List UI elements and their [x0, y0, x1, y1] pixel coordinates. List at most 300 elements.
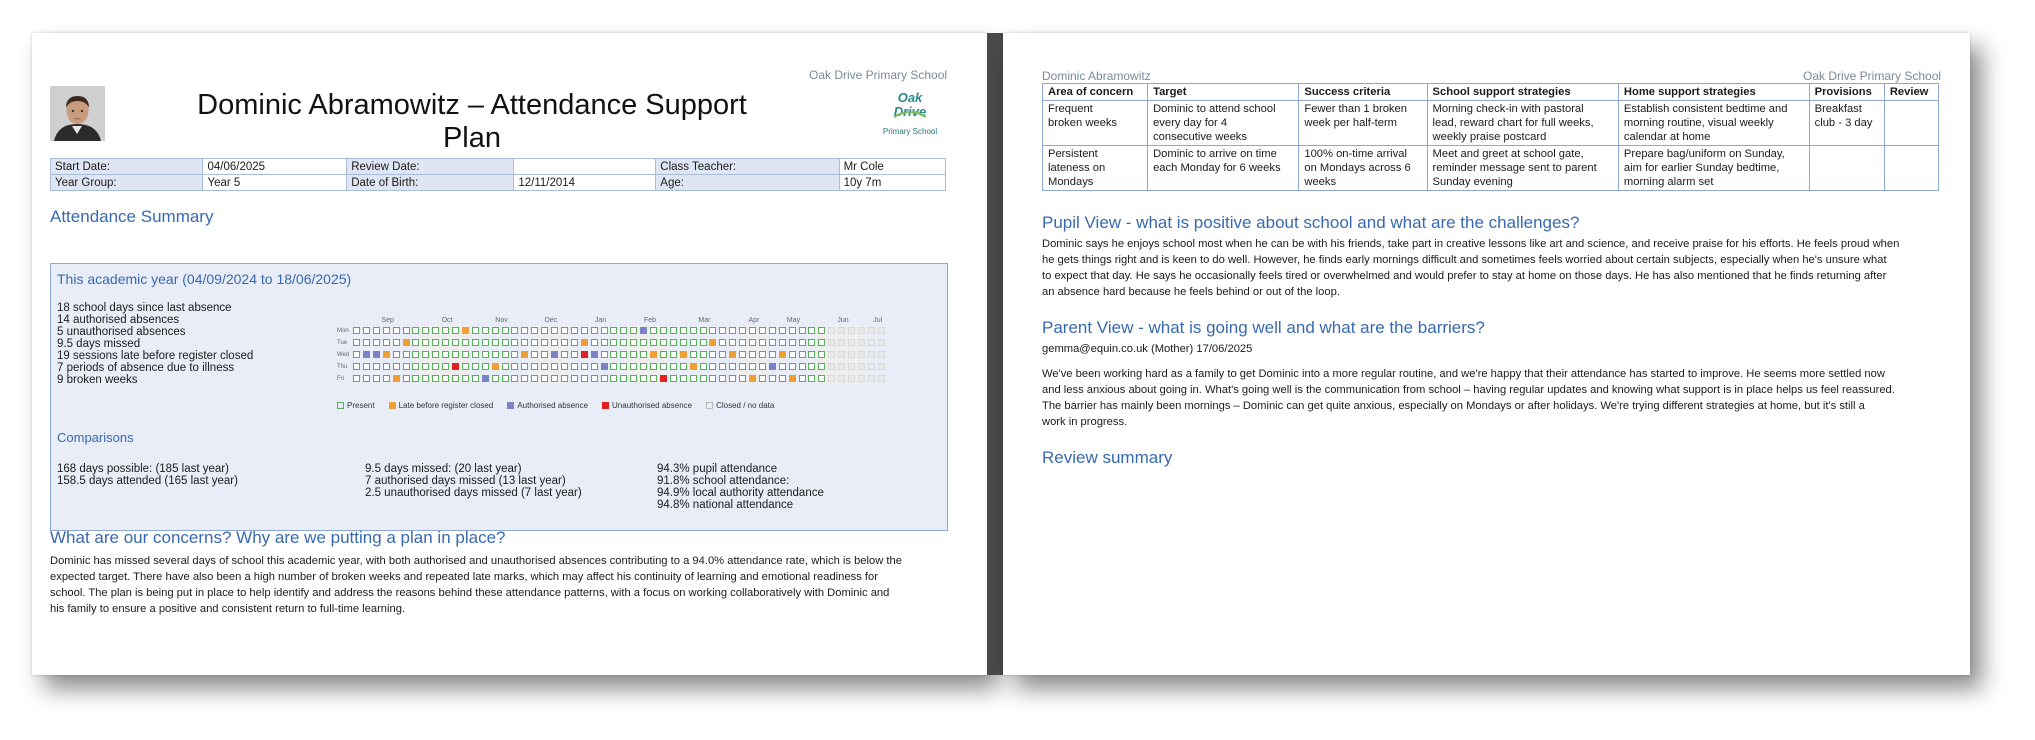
calendar-day-cell [700, 339, 707, 346]
calendar-day-cell [789, 363, 796, 370]
calendar-day-cell [759, 339, 766, 346]
calendar-day-cell [620, 327, 627, 334]
calendar-day-cell [373, 375, 380, 382]
calendar-day-cell [789, 375, 796, 382]
calendar-day-cell [601, 339, 608, 346]
plan-cell-line: Morning check-in with pastoral [1432, 103, 1584, 115]
plan-cell-line: Sunday evening [1432, 176, 1513, 188]
pupil-view-paragraph [1042, 236, 1899, 300]
calendar-day-cell [680, 375, 687, 382]
calendar-day-cell [799, 375, 806, 382]
calendar-month-label: Jul [873, 317, 883, 324]
calendar-day-cell [838, 327, 845, 334]
calendar-day-cell [818, 363, 825, 370]
calendar-day-cell [393, 375, 400, 382]
school-logo [880, 91, 940, 139]
calendar-day-cell [472, 363, 479, 370]
document-page-2 [1003, 33, 1970, 675]
calendar-day-cell [383, 327, 390, 334]
calendar-day-cell [828, 339, 835, 346]
calendar-day-cell [521, 375, 528, 382]
calendar-day-cell [789, 339, 796, 346]
calendar-day-cell [432, 327, 439, 334]
calendar-day-cell [660, 327, 667, 334]
plan-cell [1148, 101, 1299, 146]
calendar-day-cell [502, 339, 509, 346]
plan-cell-line: 100% on-time arrival [1304, 148, 1407, 160]
calendar-day-cell [432, 339, 439, 346]
calendar-day-cell [779, 327, 786, 334]
calendar-day-cell [601, 327, 608, 334]
calendar-day-cell [799, 327, 806, 334]
calendar-day-cell [700, 363, 707, 370]
calendar-day-cell [551, 351, 558, 358]
calendar-day-cell [650, 375, 657, 382]
calendar-day-cell [422, 327, 429, 334]
calendar-day-cell [719, 363, 726, 370]
calendar-day-cell [442, 351, 449, 358]
legend-swatch [602, 402, 609, 409]
calendar-day-cell [452, 375, 459, 382]
calendar-day-cell [383, 339, 390, 346]
plan-header: Success criteria [1299, 84, 1427, 101]
calendar-day-cell [749, 327, 756, 334]
calendar-day-cell [719, 351, 726, 358]
plan-cell [1299, 101, 1427, 146]
calendar-day-cell [462, 363, 469, 370]
calendar-day-cell [610, 327, 617, 334]
plan-cell-line: lead, reward chart for full weeks, [1432, 117, 1594, 129]
parent-view-line: The barrier has mainly been mornings – Dominic can get quite anxious, especially on Mondays or after holidays. We're trying different strategies at home, but it's still a [1042, 400, 1865, 412]
calendar-day-cell [363, 375, 370, 382]
calendar-day-cell [551, 327, 558, 334]
calendar-day-cell [729, 339, 736, 346]
plan-cell-line: Frequent [1048, 103, 1093, 115]
calendar-day-cell [640, 351, 647, 358]
document-page-1 [32, 33, 987, 675]
calendar-day-cell [739, 363, 746, 370]
calendar-day-cell [442, 375, 449, 382]
calendar-day-cell [818, 327, 825, 334]
pupil-view-line: he gets things right and is keen to do well. However, he finds early mornings difficult and sometimes feels worried about certain subjects, especially when he's unsure what [1042, 254, 1887, 266]
plan-header: Area of concern [1043, 84, 1148, 101]
calendar-day-cell [373, 351, 380, 358]
legend-swatch [337, 402, 344, 409]
stat-line: 7 periods of absence due to illness [57, 362, 235, 374]
calendar-day-cell [610, 351, 617, 358]
calendar-day-cell [680, 339, 687, 346]
pupil-name-header: Dominic Abramowitz [1042, 69, 1151, 83]
stat-line: 5 unauthorised absences [57, 326, 186, 338]
plan-cell [1299, 146, 1427, 191]
parent-view-line: work in progress. [1042, 416, 1128, 428]
calendar-day-cell [729, 327, 736, 334]
calendar-month-label: Sep [381, 317, 394, 324]
comparison-line: 9.5 days missed: (20 last year) [365, 463, 522, 475]
comparison-line: 94.8% national attendance [657, 499, 794, 511]
calendar-day-cell [799, 363, 806, 370]
calendar-day-cell [482, 339, 489, 346]
calendar-day-cell [502, 327, 509, 334]
calendar-day-cell [581, 327, 588, 334]
calendar-day-cell [759, 375, 766, 382]
calendar-day-cell [620, 363, 627, 370]
calendar-day-cell [690, 363, 697, 370]
calendar-day-cell [878, 375, 885, 382]
calendar-day-cell [868, 363, 875, 370]
calendar-day-cell [670, 327, 677, 334]
calendar-day-cell [531, 339, 538, 346]
calendar-day-cell [759, 327, 766, 334]
calendar-day-cell [660, 351, 667, 358]
calendar-day-cell [670, 351, 677, 358]
stat-line: 9.5 days missed [57, 338, 141, 350]
calendar-day-cell [739, 375, 746, 382]
calendar-day-cell [422, 339, 429, 346]
plan-cell-line: lateness on [1048, 162, 1106, 174]
calendar-day-label: Wed [337, 352, 350, 358]
calendar-day-cell [848, 375, 855, 382]
calendar-day-cell [690, 351, 697, 358]
comparison-line: 94.9% local authority attendance [657, 487, 824, 499]
plan-cell [1618, 146, 1809, 191]
concerns-heading: What are our concerns? Why are we putting a plan in place? [50, 528, 506, 547]
calendar-day-cell [452, 351, 459, 358]
info-value: 10y 7m [839, 175, 945, 191]
plan-cell [1043, 101, 1148, 146]
calendar-day-cell [551, 375, 558, 382]
calendar-day-cell [383, 351, 390, 358]
attendance-summary-heading: Attendance Summary [50, 207, 214, 226]
calendar-day-cell [442, 363, 449, 370]
calendar-day-cell [848, 327, 855, 334]
calendar-day-cell [630, 363, 637, 370]
calendar-day-cell [808, 363, 815, 370]
legend-label: Unauthorised absence [612, 401, 693, 410]
info-label: Date of Birth: [347, 175, 514, 191]
calendar-day-cell [472, 339, 479, 346]
calendar-day-cell [571, 339, 578, 346]
calendar-day-cell [808, 375, 815, 382]
pupil-view-heading: Pupil View - what is positive about school and what are the challenges? [1042, 213, 1580, 232]
calendar-day-cell [640, 339, 647, 346]
calendar-day-cell [719, 327, 726, 334]
calendar-day-cell [403, 363, 410, 370]
calendar-day-cell [393, 351, 400, 358]
calendar-day-cell [452, 327, 459, 334]
calendar-day-cell [432, 375, 439, 382]
attendance-summary-box [50, 263, 948, 531]
calendar-day-cell [363, 339, 370, 346]
calendar-day-cell [630, 327, 637, 334]
calendar-day-cell [492, 375, 499, 382]
stat-line: 14 authorised absences [57, 314, 180, 326]
calendar-day-cell [858, 363, 865, 370]
calendar-day-cell [452, 339, 459, 346]
plan-cell [1427, 101, 1618, 146]
pupil-photo-image [50, 86, 105, 141]
calendar-day-cell [709, 351, 716, 358]
calendar-day-cell [541, 375, 548, 382]
calendar-day-cell [482, 363, 489, 370]
calendar-day-cell [502, 375, 509, 382]
calendar-day-cell [749, 351, 756, 358]
calendar-day-cell [878, 327, 885, 334]
calendar-day-cell [353, 375, 360, 382]
calendar-day-cell [690, 375, 697, 382]
calendar-day-cell [838, 363, 845, 370]
calendar-day-cell [521, 351, 528, 358]
calendar-day-cell [759, 363, 766, 370]
calendar-day-cell [700, 327, 707, 334]
calendar-day-cell [363, 363, 370, 370]
review-summary-heading: Review summary [1042, 448, 1173, 467]
comparison-line: 158.5 days attended (165 last year) [57, 475, 238, 487]
calendar-day-cell [640, 375, 647, 382]
pupil-view-line: an absence hard because he feels behind or out of the loop. [1042, 286, 1340, 298]
plan-cell-line: broken weeks [1048, 117, 1118, 129]
calendar-day-cell [739, 327, 746, 334]
calendar-day-cell [858, 375, 865, 382]
plan-header: Provisions [1809, 84, 1884, 101]
calendar-day-cell [739, 351, 746, 358]
calendar-day-cell [551, 363, 558, 370]
calendar-month-label: Nov [495, 317, 508, 324]
legend-swatch [706, 402, 713, 409]
school-name-header: Oak Drive Primary School [809, 68, 948, 82]
calendar-day-cell [818, 351, 825, 358]
calendar-day-cell [462, 327, 469, 334]
calendar-day-cell [868, 327, 875, 334]
pupil-info-table [50, 158, 946, 191]
calendar-day-cell [511, 375, 518, 382]
calendar-day-cell [353, 363, 360, 370]
calendar-day-cell [571, 351, 578, 358]
calendar-day-cell [541, 327, 548, 334]
concerns-line: his family to ensure a positive and consistent return to full-time learning. [50, 603, 406, 615]
parent-view-line: and less anxious about going in. What's going well is the communication from school – having regular updates and knowing what support is in place helps us feel reassured. [1042, 384, 1895, 396]
calendar-day-cell [363, 351, 370, 358]
calendar-day-cell [660, 339, 667, 346]
plan-header: Home support strategies [1618, 84, 1809, 101]
calendar-day-cell [878, 363, 885, 370]
calendar-day-cell [591, 363, 598, 370]
plan-cell-line: week per half-term [1304, 117, 1398, 129]
calendar-day-cell [393, 363, 400, 370]
calendar-day-cell [719, 375, 726, 382]
calendar-month-label: May [786, 317, 801, 324]
calendar-day-cell [521, 339, 528, 346]
calendar-day-cell [383, 363, 390, 370]
calendar-day-cell [511, 339, 518, 346]
calendar-day-cell [650, 339, 657, 346]
calendar-day-cell [818, 375, 825, 382]
calendar-day-cell [749, 339, 756, 346]
plan-cell-line: Fewer than 1 broken [1304, 103, 1407, 115]
calendar-day-cell [680, 363, 687, 370]
calendar-day-cell [878, 351, 885, 358]
calendar-day-cell [521, 327, 528, 334]
calendar-day-label: Mon [337, 328, 349, 334]
calendar-day-cell [601, 363, 608, 370]
comparison-line: 7 authorised days missed (13 last year) [365, 475, 566, 487]
calendar-day-cell [789, 327, 796, 334]
plan-cell [1148, 146, 1299, 191]
plan-row [1043, 146, 1939, 191]
plan-cell-line: Persistent [1048, 148, 1098, 160]
plan-cell-line: morning alarm set [1623, 176, 1714, 188]
stat-line: 9 broken weeks [57, 374, 138, 386]
info-row [51, 175, 946, 191]
comparisons-heading: Comparisons [57, 430, 134, 445]
legend-swatch [389, 402, 396, 409]
plan-cell [1809, 146, 1884, 191]
concerns-paragraph [50, 553, 902, 617]
calendar-day-cell [591, 327, 598, 334]
calendar-day-cell [393, 327, 400, 334]
calendar-day-cell [541, 339, 548, 346]
calendar-day-cell [422, 351, 429, 358]
calendar-day-cell [620, 375, 627, 382]
plan-cell-line: Breakfast [1814, 103, 1862, 115]
legend-item [706, 401, 774, 410]
plan-cell-line: aim for earlier Sunday bedtime, [1623, 162, 1780, 174]
calendar-day-cell [561, 327, 568, 334]
calendar-day-cell [700, 351, 707, 358]
calendar-day-cell [868, 339, 875, 346]
calendar-day-cell [601, 375, 608, 382]
calendar-day-cell [551, 339, 558, 346]
calendar-day-cell [472, 327, 479, 334]
calendar-day-cell [719, 339, 726, 346]
calendar-day-cell [620, 351, 627, 358]
calendar-day-cell [472, 375, 479, 382]
calendar-day-cell [482, 327, 489, 334]
stat-line: 19 sessions late before register closed [57, 350, 254, 362]
calendar-day-cell [680, 351, 687, 358]
legend-swatch [507, 402, 514, 409]
calendar-day-cell [759, 351, 766, 358]
calendar-day-cell [571, 327, 578, 334]
logo-line-2: Primary School [882, 127, 938, 136]
legend-label: Present [347, 401, 375, 410]
calendar-day-cell [531, 363, 538, 370]
plan-header: Target [1148, 84, 1299, 101]
calendar-day-cell [848, 363, 855, 370]
attendance-calendar [337, 317, 917, 413]
info-label: Start Date: [51, 159, 203, 175]
calendar-day-cell [403, 375, 410, 382]
academic-year-label: This academic year (04/09/2024 to 18/06/2025) [57, 271, 352, 287]
calendar-day-cell [670, 363, 677, 370]
plan-cell-line: weekly praise postcard [1432, 131, 1547, 143]
plan-cell-line: morning routine, visual weekly [1623, 117, 1774, 129]
calendar-day-cell [630, 339, 637, 346]
calendar-day-cell [462, 351, 469, 358]
calendar-day-cell [353, 327, 360, 334]
parent-view-heading: Parent View - what is going well and what are the barriers? [1042, 318, 1485, 337]
calendar-day-cell [531, 327, 538, 334]
info-value: Mr Cole [839, 159, 945, 175]
plan-cell [1043, 146, 1148, 191]
calendar-day-cell [502, 351, 509, 358]
plan-cell-line: on Mondays across 6 [1304, 162, 1411, 174]
calendar-day-cell [828, 351, 835, 358]
calendar-day-cell [403, 351, 410, 358]
plan-cell-line: Establish consistent bedtime and [1623, 103, 1788, 115]
calendar-day-cell [799, 339, 806, 346]
calendar-day-cell [769, 327, 776, 334]
calendar-day-cell [858, 339, 865, 346]
school-name-header: Oak Drive Primary School [1803, 69, 1942, 83]
calendar-day-cell [462, 375, 469, 382]
calendar-day-cell [403, 327, 410, 334]
calendar-day-cell [709, 339, 716, 346]
calendar-day-cell [353, 339, 360, 346]
calendar-day-cell [858, 327, 865, 334]
calendar-month-label: Apr [748, 317, 760, 324]
calendar-day-cell [808, 351, 815, 358]
calendar-day-cell [601, 351, 608, 358]
calendar-day-cell [591, 375, 598, 382]
calendar-day-cell [670, 339, 677, 346]
calendar-day-cell [808, 327, 815, 334]
pupil-view-line: Dominic says he enjoys school most when he can be with his friends, take part in creative lessons like art and science, and receive praise for his efforts. He feels proud when [1042, 238, 1900, 250]
calendar-day-cell [561, 363, 568, 370]
calendar-day-cell [789, 351, 796, 358]
plan-cell [1427, 146, 1618, 191]
plan-cell-line: Dominic to attend school [1153, 103, 1276, 115]
plan-cell [1884, 101, 1938, 146]
plan-header: School support strategies [1427, 84, 1618, 101]
plan-cell-line: club - 3 day [1814, 117, 1873, 129]
calendar-day-cell [610, 375, 617, 382]
calendar-day-cell [581, 339, 588, 346]
calendar-day-cell [412, 339, 419, 346]
calendar-day-cell [630, 351, 637, 358]
calendar-day-cell [482, 375, 489, 382]
plan-cell-line: every day for 4 [1153, 117, 1228, 129]
calendar-day-cell [729, 351, 736, 358]
calendar-day-cell [561, 339, 568, 346]
calendar-month-label: Oct [441, 317, 453, 324]
calendar-day-cell [749, 363, 756, 370]
info-label: Class Teacher: [656, 159, 839, 175]
calendar-day-cell [472, 351, 479, 358]
calendar-day-cell [709, 363, 716, 370]
calendar-day-cell [591, 339, 598, 346]
logo-line-1: Oak Drive [893, 90, 927, 119]
calendar-day-cell [848, 339, 855, 346]
calendar-day-cell [581, 375, 588, 382]
calendar-day-cell [779, 339, 786, 346]
calendar-day-cell [828, 327, 835, 334]
calendar-day-cell [779, 375, 786, 382]
plan-cell [1884, 146, 1938, 191]
calendar-month-label: Mar [698, 317, 711, 324]
plan-cell-line: Mondays [1048, 176, 1094, 188]
legend-item [337, 401, 375, 410]
calendar-day-cell [838, 351, 845, 358]
comparison-line: 91.8% school attendance: [657, 475, 790, 487]
calendar-day-cell [709, 327, 716, 334]
calendar-day-cell [581, 351, 588, 358]
concerns-line: school. The plan is being put in place to help identify and address the reasons behind these attendance patterns, with a focus on working collaboratively with Dominic and [50, 587, 890, 599]
calendar-day-cell [353, 351, 360, 358]
calendar-day-cell [610, 363, 617, 370]
calendar-day-cell [511, 351, 518, 358]
calendar-day-label: Fri [337, 376, 344, 382]
